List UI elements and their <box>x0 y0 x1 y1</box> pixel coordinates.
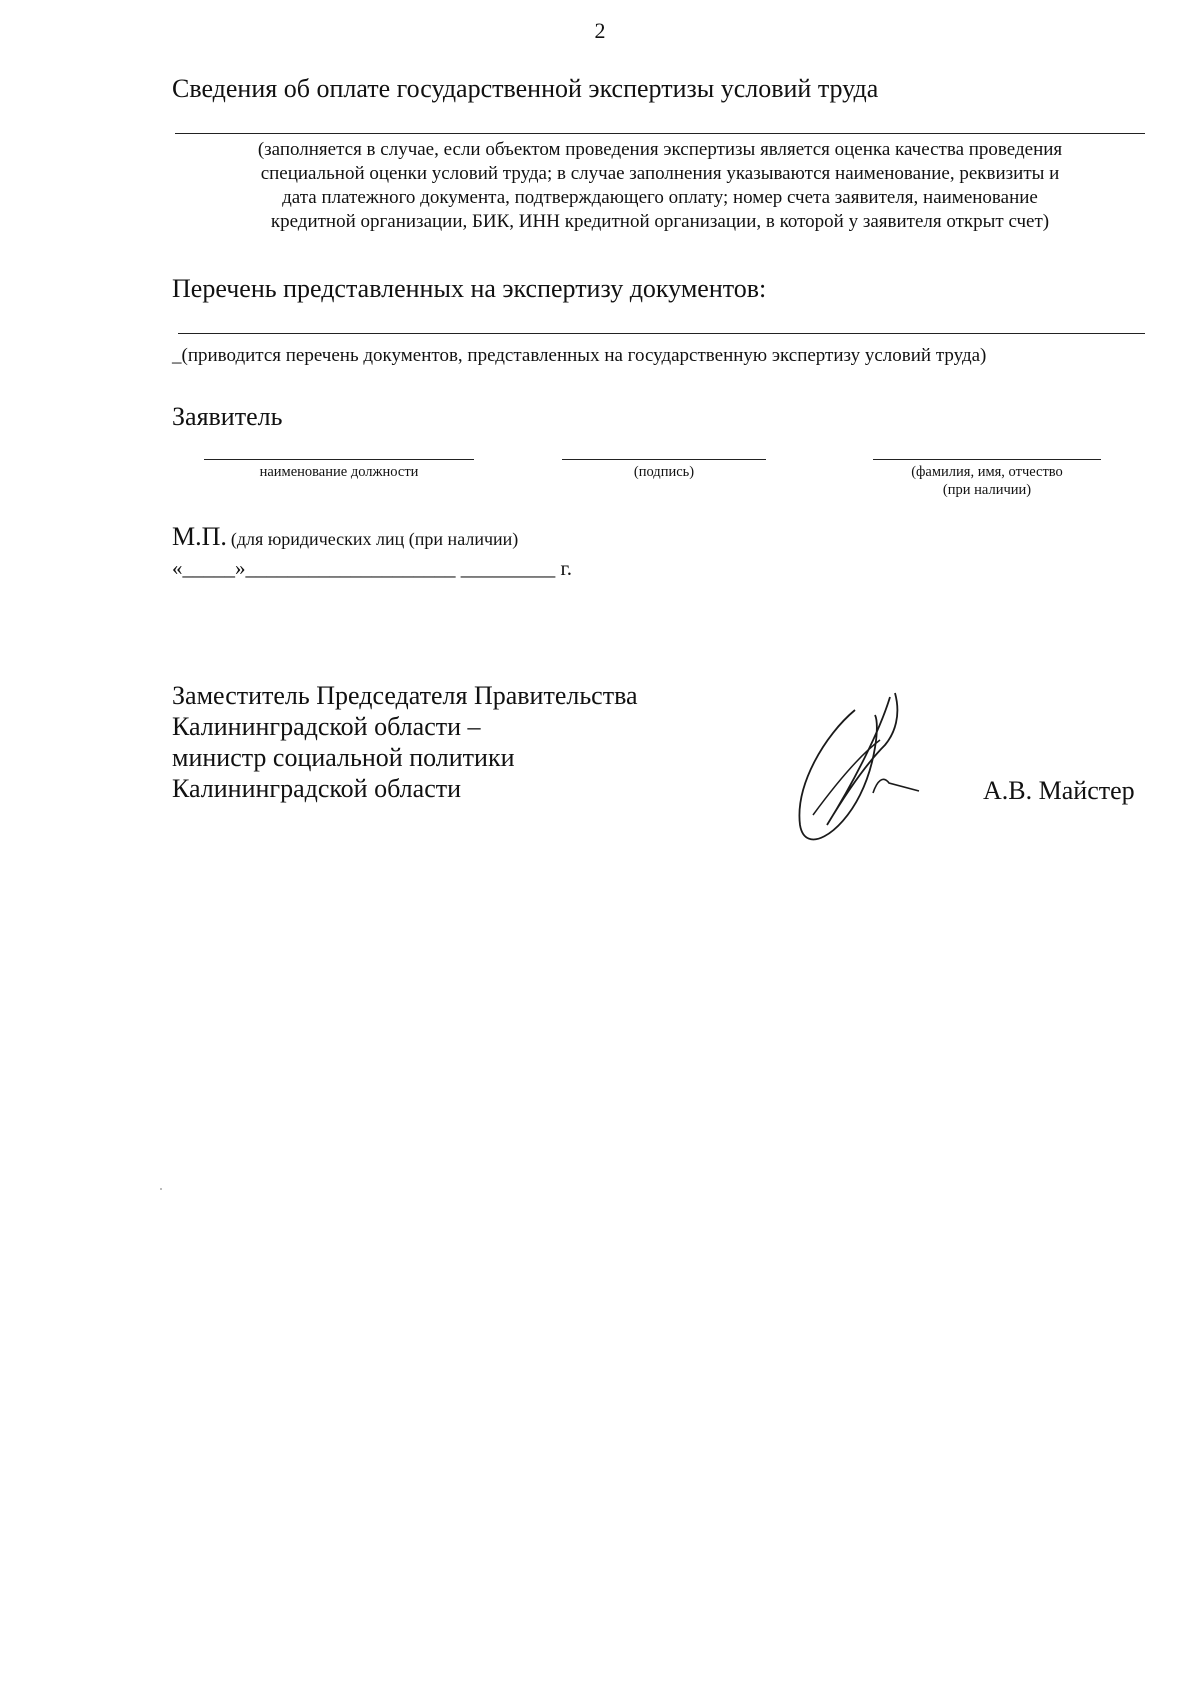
signatory-title-line-4: Калининградской области <box>172 774 462 803</box>
payment-hint-line-3: дата платежного документа, подтверждающего оплату; номер счета заявителя, наименование <box>282 187 1038 208</box>
date-line: «_____»____________________ _________ г. <box>172 556 572 580</box>
payment-heading: Сведения об оплате государственной экспертизы условий труда <box>172 74 879 103</box>
payment-hint-line-1: (заполняется в случае, если объектом проведения экспертизы является оценка качества проведения <box>257 139 1063 160</box>
signatory-title-line-3: министр социальной политики <box>172 743 515 772</box>
payment-hint <box>172 138 1148 234</box>
full-name-label-line-2: (при наличии) <box>942 482 1032 498</box>
signatory-name: А.В. Майстер <box>983 776 1135 805</box>
stamp-line <box>172 522 518 552</box>
stamp-mp: М.П. <box>172 522 227 551</box>
stamp-note: (для юридических лиц (при наличии) <box>230 529 519 549</box>
page-number: 2 <box>594 18 606 43</box>
payment-hint-line-2: специальной оценки условий труда; в случае заполнения указываются наименование, реквизиты и <box>260 163 1060 184</box>
signatory-title <box>172 680 638 804</box>
payment-hint-line-4: кредитной организации, БИК, ИНН кредитной организации, в которой у заявителя открыт счет) <box>270 211 1050 232</box>
handwritten-signature <box>785 685 945 850</box>
full-name-line <box>873 459 1101 460</box>
signatory-title-line-1: Заместитель Председателя Правительства <box>172 681 638 710</box>
documents-hint: _(приводится перечень документов, представленных на государственную экспертизу условий труда) <box>172 345 987 366</box>
position-label: наименование должности <box>259 464 419 480</box>
documents-field-line <box>178 333 1145 334</box>
payment-field-line <box>175 133 1145 134</box>
signature-label: (подпись) <box>633 464 695 480</box>
applicant-heading: Заявитель <box>172 402 283 431</box>
position-line <box>204 459 474 460</box>
documents-heading: Перечень представленных на экспертизу документов: <box>172 274 767 303</box>
signatory-title-line-2: Калининградской области – <box>172 712 481 741</box>
full-name-label-line-1: (фамилия, имя, отчество <box>911 464 1063 480</box>
signature-line <box>562 459 766 460</box>
scan-speck <box>160 1188 162 1190</box>
full-name-label <box>873 463 1101 499</box>
